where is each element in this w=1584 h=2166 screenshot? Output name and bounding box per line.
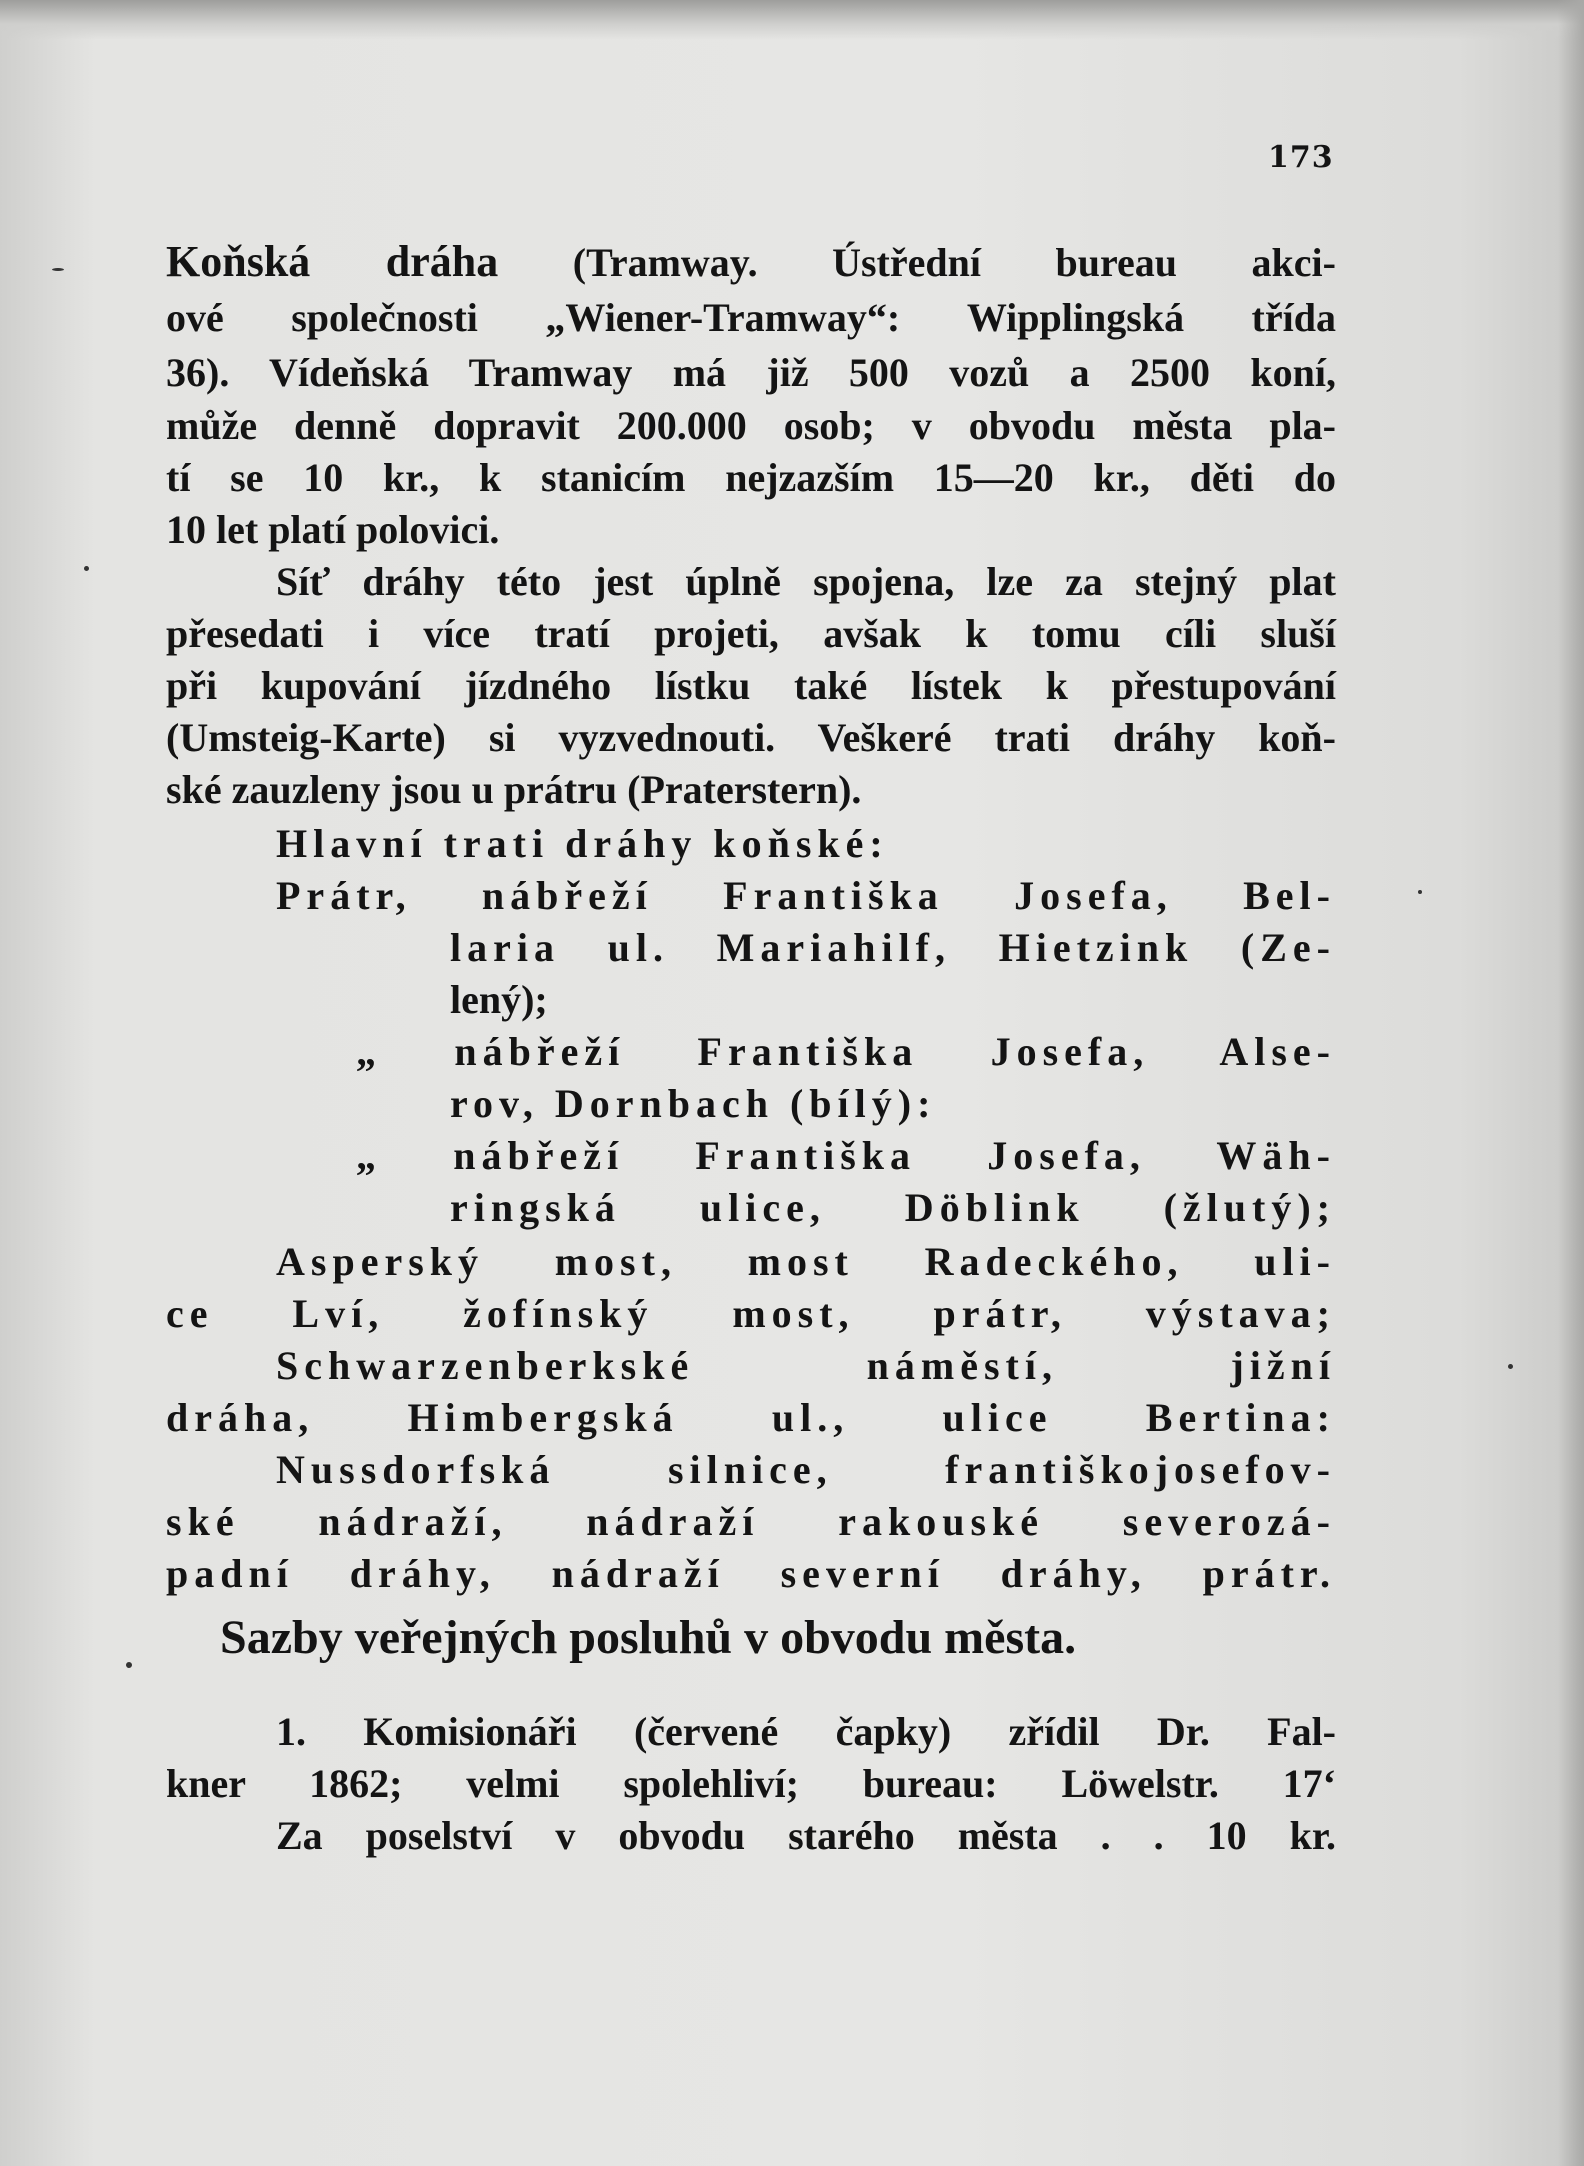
text-line: dráha, Himbergská ul., ulice Bertina: xyxy=(166,1395,1336,1440)
page-number: 173 xyxy=(1268,140,1334,175)
entry-heading: Koňská dráha xyxy=(166,237,499,286)
text-line: Za poselství v obvodu starého města . . 10 kr. xyxy=(276,1813,1336,1858)
text-line: 36). Vídeňská Tramway má již 500 vozů a 2500 koní, xyxy=(166,350,1336,395)
text-line: lený); xyxy=(450,977,548,1022)
text-line: Síť dráhy této jest úplně spojena, lze za stejný plat xyxy=(276,559,1336,604)
print-speck xyxy=(1508,1364,1513,1369)
print-speck xyxy=(1418,890,1422,894)
text-line: ské zauzleny jsou u prátru (Praterstern). xyxy=(166,767,862,812)
print-speck xyxy=(84,566,89,571)
text-line: Asperský most, most Radeckého, uli- xyxy=(276,1239,1336,1284)
text-line xyxy=(166,236,1336,289)
text-line: „ nábřeží Františka Josefa, Wäh- xyxy=(356,1133,1336,1178)
text-line: přesedati i více tratí projeti, avšak k tomu cíli sluší xyxy=(166,611,1336,656)
text-line: padní dráhy, nádraží severní dráhy, prátr. xyxy=(166,1551,1336,1596)
text-line: tí se 10 kr., k stanicím nejzazším 15—20 kr., děti do xyxy=(166,455,1336,500)
text-line: laria ul. Mariahilf, Hietzink (Ze- xyxy=(450,925,1336,970)
text-line: může denně dopravit 200.000 osob; v obvodu města pla- xyxy=(166,403,1336,448)
text-line: 1. Komisionáři (červené čapky) zřídil Dr. Fal- xyxy=(276,1709,1336,1754)
text-line: „ nábřeží Františka Josefa, Alse- xyxy=(356,1029,1336,1074)
text-line: kner 1862; velmi spolehliví; bureau: Löwelstr. 17‘ xyxy=(166,1761,1336,1806)
text-line: při kupování jízdného lístku také lístek k přestupování xyxy=(166,663,1336,708)
text-line: rov, Dornbach (bílý): xyxy=(450,1081,937,1126)
text-line: Nussdorfská silnice, františkojosefov- xyxy=(276,1447,1336,1492)
text-line: ringská ulice, Döblink (žlutý); xyxy=(450,1185,1336,1230)
text-line: Hlavní trati dráhy koňské: xyxy=(276,821,889,866)
text-line: 10 let platí polovici. xyxy=(166,507,500,552)
text-line: ské nádraží, nádraží rakouské severozá- xyxy=(166,1499,1336,1544)
text-line: Prátr, nábřeží Františka Josefa, Bel- xyxy=(276,873,1336,918)
print-speck xyxy=(52,268,64,271)
section-title: Sazby veřejných posluhů v obvodu města. xyxy=(220,1611,1077,1664)
entry-heading-rest: (Tramway. Ústřední bureau akci- xyxy=(498,240,1336,285)
print-speck xyxy=(126,1662,132,1668)
text-line: ové společnosti „Wiener-Tramway“: Wipplingská třída xyxy=(166,295,1336,340)
text-line: (Umsteig-Karte) si vyzvednouti. Veškeré trati dráhy koň- xyxy=(166,715,1336,760)
text-line: Schwarzenberkské náměstí, jižní xyxy=(276,1343,1336,1388)
text-line: ce Lví, žofínský most, prátr, výstava; xyxy=(166,1291,1336,1336)
